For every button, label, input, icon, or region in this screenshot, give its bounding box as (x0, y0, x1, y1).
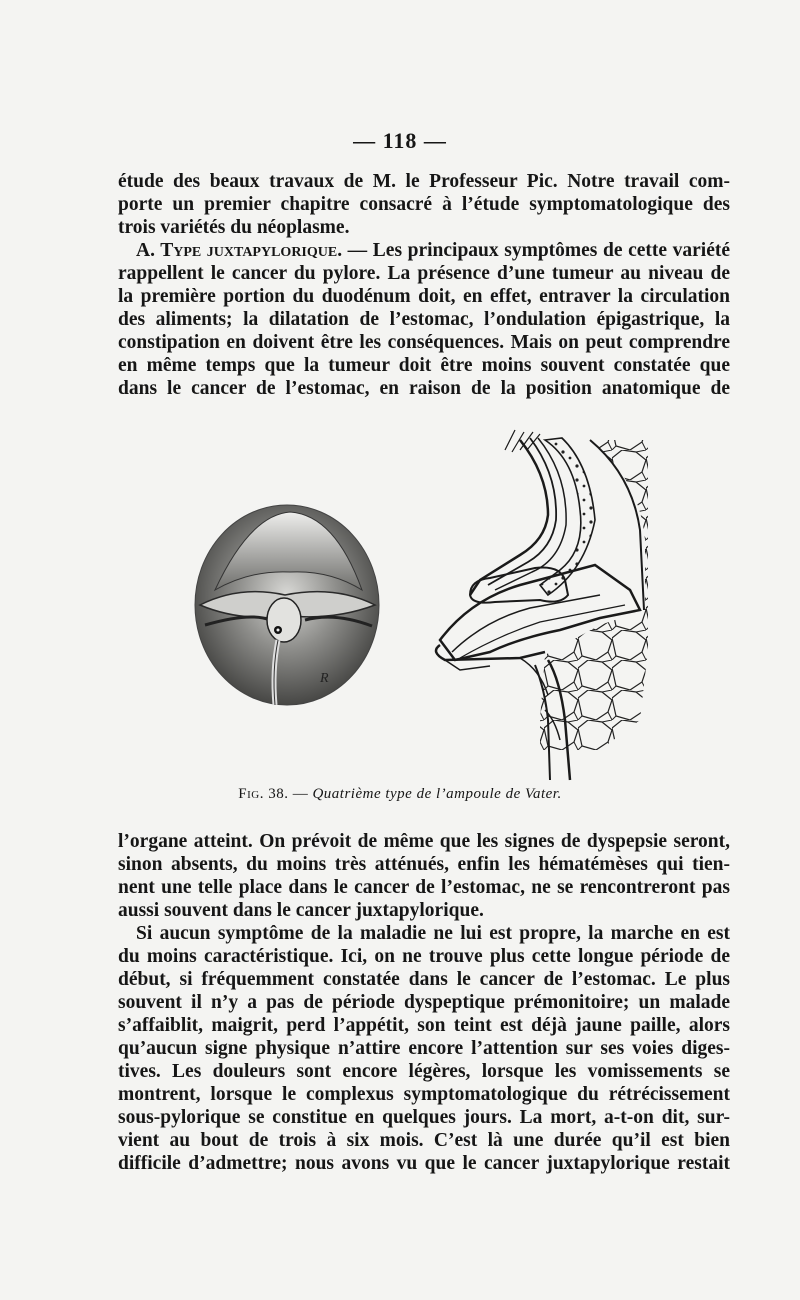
text-line: qu’aucun signe physique n’attire encore l’attention sur ses voies diges- (118, 1038, 730, 1059)
text-block-bottom (118, 830, 730, 1175)
figure-caption-dash: — (288, 786, 313, 802)
svg-text:R: R (320, 671, 329, 686)
text-line: des aliments; la dilatation de l’estomac, l’ondulation épigastrique, la (118, 309, 730, 330)
text-line: étude des beaux travaux de M. le Professeur Pic. Notre travail com- (118, 171, 730, 192)
figure-title: Quatrième type de l’ampoule de Vater. (312, 786, 562, 802)
section-lead-rest: — Les principaux symptômes de cette variété (342, 240, 731, 261)
section-lead: A. Type juxtapylorique. (136, 240, 343, 261)
text-line: en même temps que la tumeur doit être moins souvent constatée que (118, 355, 730, 376)
text-line: difficile d’admettre; nous avons vu que le cancer juxtapylorique restait (118, 1153, 730, 1174)
section-heading-line (118, 239, 730, 262)
text-line: aussi souvent dans le cancer juxtapylorique. (118, 900, 484, 921)
ampulla-drawing (195, 505, 379, 705)
figure-illustration (0, 420, 800, 790)
text-line: constipation en doivent être les conséquences. Mais on peut comprendre (118, 332, 730, 353)
text-line: porte un premier chapitre consacré à l’étude symptomatologique des (118, 194, 730, 215)
text-line: sous-pylorique se constitue en quelques jours. La mort, a-t-on dit, sur- (118, 1107, 730, 1128)
text-line: sinon absents, du moins très atténués, enfin les hématémèses qui tien- (118, 854, 730, 875)
figure-caption (0, 786, 800, 803)
text-line: nent une telle place dans le cancer de l’estomac, ne se rencontreront pas (118, 877, 730, 898)
text-line: rappellent le cancer du pylore. La présence d’une tumeur au niveau de (118, 263, 730, 284)
text-line: s’affaiblit, maigrit, perd l’appétit, son teint est déjà jaune paille, alors (118, 1015, 730, 1036)
text-line: l’organe atteint. On prévoit de même que les signes de dyspepsie seront, (118, 831, 730, 852)
page-number: — 118 — (353, 128, 447, 153)
text-line: montrent, lorsque le complexus symptomatologique du rétrécissement (118, 1084, 730, 1105)
text-line: début, si fréquemment constatée dans le cancer de l’estomac. Le plus (118, 969, 730, 990)
text-line: Si aucun symptôme de la maladie ne lui est propre, la marche en est (136, 923, 730, 944)
text-block-top (118, 170, 730, 400)
text-line: tives. Les douleurs sont encore légères, lorsque les vomissements se (118, 1061, 730, 1082)
text-line: la première portion du duodénum doit, en effet, entraver la circulation (118, 286, 730, 307)
text-line: vient au bout de trois à six mois. C’est là une durée qu’il est bien (118, 1130, 730, 1151)
text-line: trois variétés du néoplasme. (118, 217, 350, 238)
figure-38 (0, 420, 800, 790)
figure-label: Fig. 38. (238, 786, 289, 802)
text-line: dans le cancer de l’estomac, en raison de la position anatomique de (118, 378, 730, 399)
text-line: souvent il n’y a pas de période dyspeptique prémonitoire; un malade (118, 992, 730, 1013)
section-drawing (436, 430, 648, 780)
text-line: du moins caractéristique. Ici, on ne trouve plus cette longue période de (118, 946, 730, 967)
